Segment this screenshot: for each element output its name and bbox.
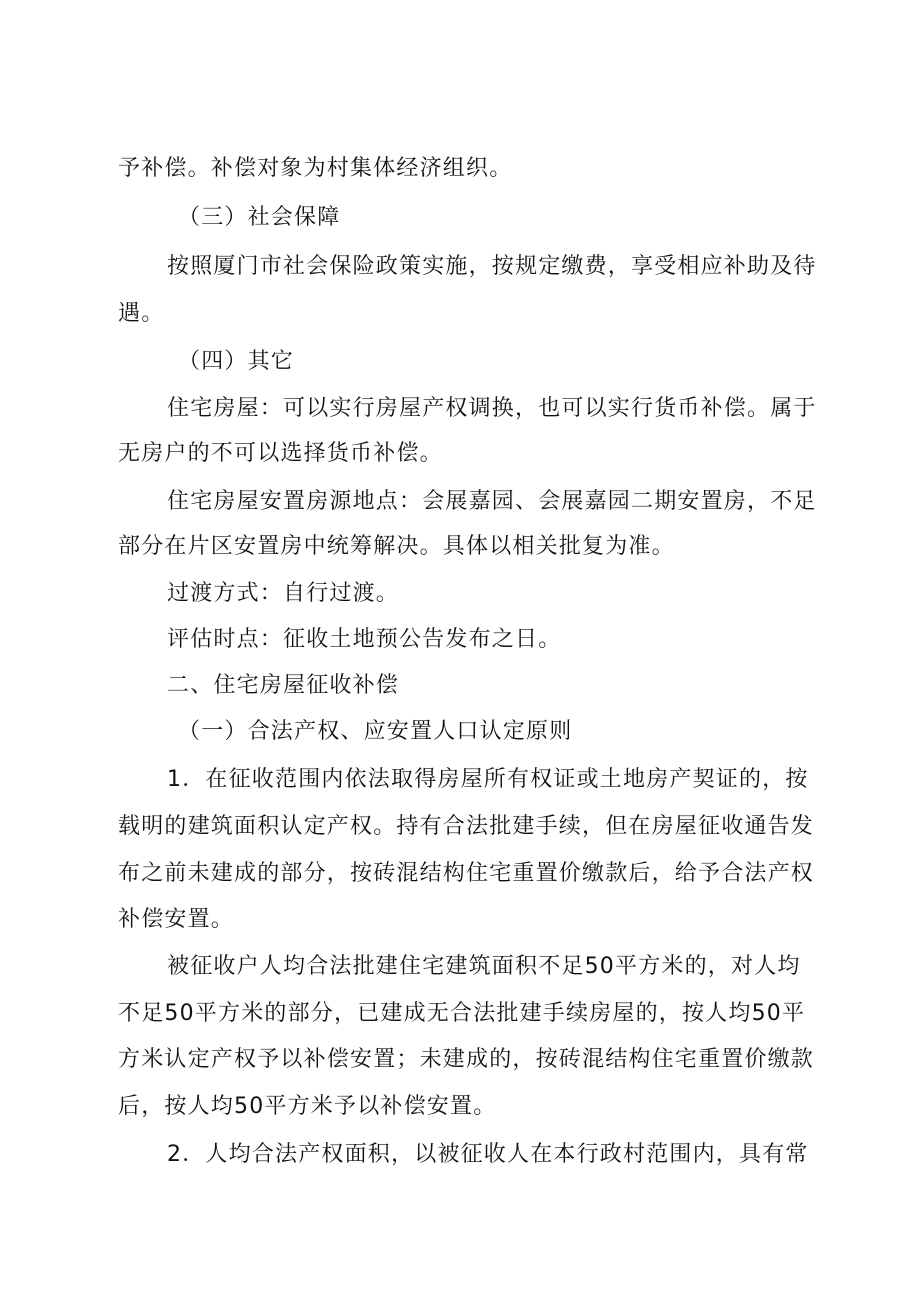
paragraph-line: 住宅房屋：可以实行房屋产权调换，也可以实行货币补偿。属于 [167,396,817,421]
paragraph-line: 被征收户人均合法批建住宅建筑面积不足50平方米的，对人均 [167,954,801,979]
paragraph-line: 布之前未建成的部分，按砖混结构住宅重置价缴款后，给予合法产权 [118,861,815,886]
paragraph-line: 补偿安置。 [118,907,235,932]
paragraph-line: 方米认定产权予以补偿安置；未建成的，按砖混结构住宅重置价缴款 [118,1047,815,1072]
section-heading-other: （四）其它 [178,349,295,374]
section-heading-residential-compensation: 二、住宅房屋征收补偿 [167,673,400,698]
paragraph-line: 2．人均合法产权面积，以被征收人在本行政村范围内，具有常 [167,1142,809,1167]
paragraph-line: 按照厦门市社会保险政策实施，按规定缴费，享受相应补助及待 [167,254,817,279]
paragraph-line: 过渡方式：自行过渡。 [167,581,400,606]
paragraph-line: 1．在征收范围内依法取得房屋所有权证或土地房产契证的，按 [167,767,809,792]
paragraph-line: 遇。 [118,301,165,326]
paragraph-line: 部分在片区安置房中统筹解决。具体以相关批复为准。 [118,534,675,559]
paragraph-line: 载明的建筑面积认定产权。持有合法批建手续，但在房屋征收通告发 [118,814,815,839]
paragraph-line: 住宅房屋安置房源地点：会展嘉园、会展嘉园二期安置房，不足 [167,489,817,514]
section-heading-social-security: （三）社会保障 [178,205,341,230]
section-heading-legal-title-principles: （一）合法产权、应安置人口认定原则 [178,719,573,744]
paragraph-line: 评估时点：征收土地预公告发布之日。 [167,627,562,652]
paragraph-line: 不足50平方米的部分，已建成无合法批建手续房屋的，按人均50平 [118,1001,806,1026]
paragraph-line: 予补偿。补偿对象为村集体经济组织。 [118,156,513,181]
paragraph-line: 后，按人均50平方米予以补偿安置。 [118,1094,497,1119]
paragraph-line: 无房户的不可以选择货币补偿。 [118,441,443,466]
